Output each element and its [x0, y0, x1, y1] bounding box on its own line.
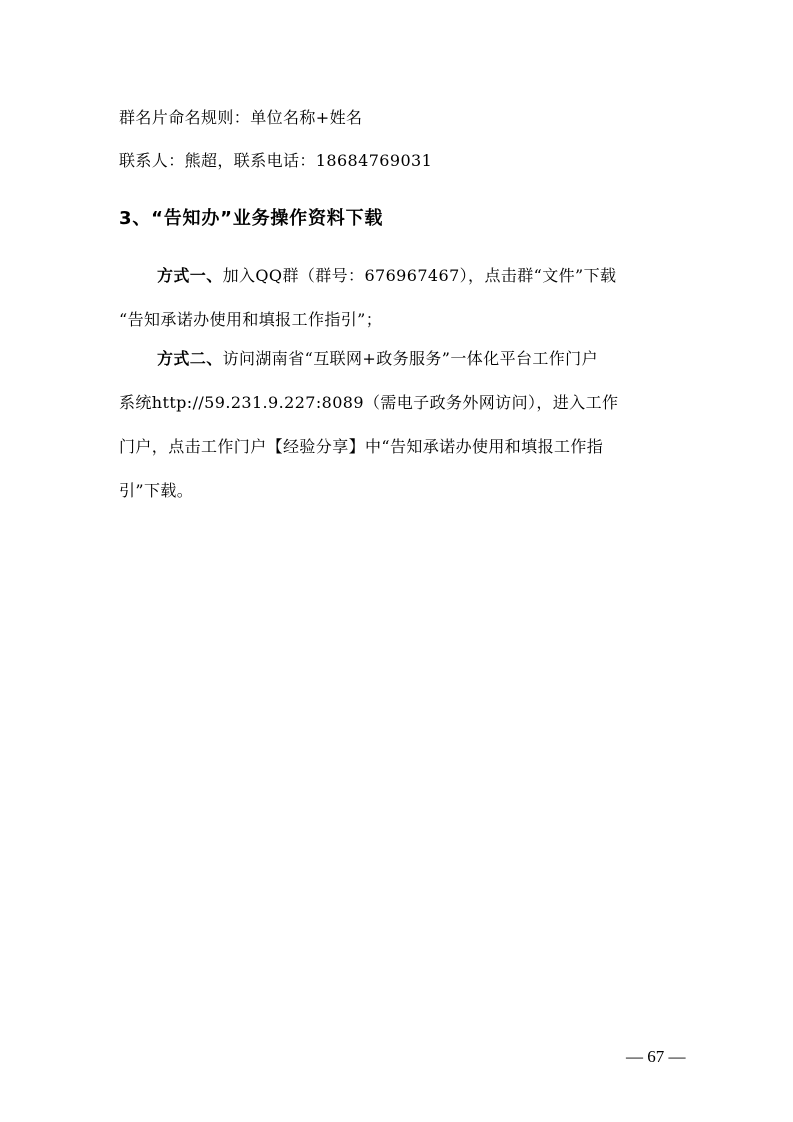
- method1-label: 方式一、: [157, 266, 223, 285]
- method2-text-line1: 访问湖南省“互联网+政务服务”一体化平台工作门户: [222, 349, 598, 368]
- page-number: — 67 —: [626, 1047, 686, 1066]
- method2-text-line4: 引”下载。: [119, 481, 194, 500]
- method1-text-line1: 加入QQ群（群号：676967467），点击群“文件”下载: [222, 266, 617, 285]
- method1-line1: [157, 266, 616, 286]
- method2-text-line3: 门户，点击工作门户【经验分享】中“告知承诺办使用和填报工作指: [119, 437, 604, 456]
- method1-text-line2: “告知承诺办使用和填报工作指引”；: [119, 310, 383, 329]
- method2-text-line2: 系统http://59.231.9.227:8089（需电子政务外网访问），进入工作: [119, 393, 619, 412]
- method2-label: 方式二、: [157, 349, 223, 368]
- section-heading: 3、“告知办”业务操作资料下载: [119, 208, 384, 229]
- method2-line1: [157, 349, 598, 369]
- naming-rule-text: 群名片命名规则：单位名称+姓名: [119, 108, 363, 127]
- contact-person-text: 联系人：熊超，联系电话：18684769031: [119, 151, 433, 170]
